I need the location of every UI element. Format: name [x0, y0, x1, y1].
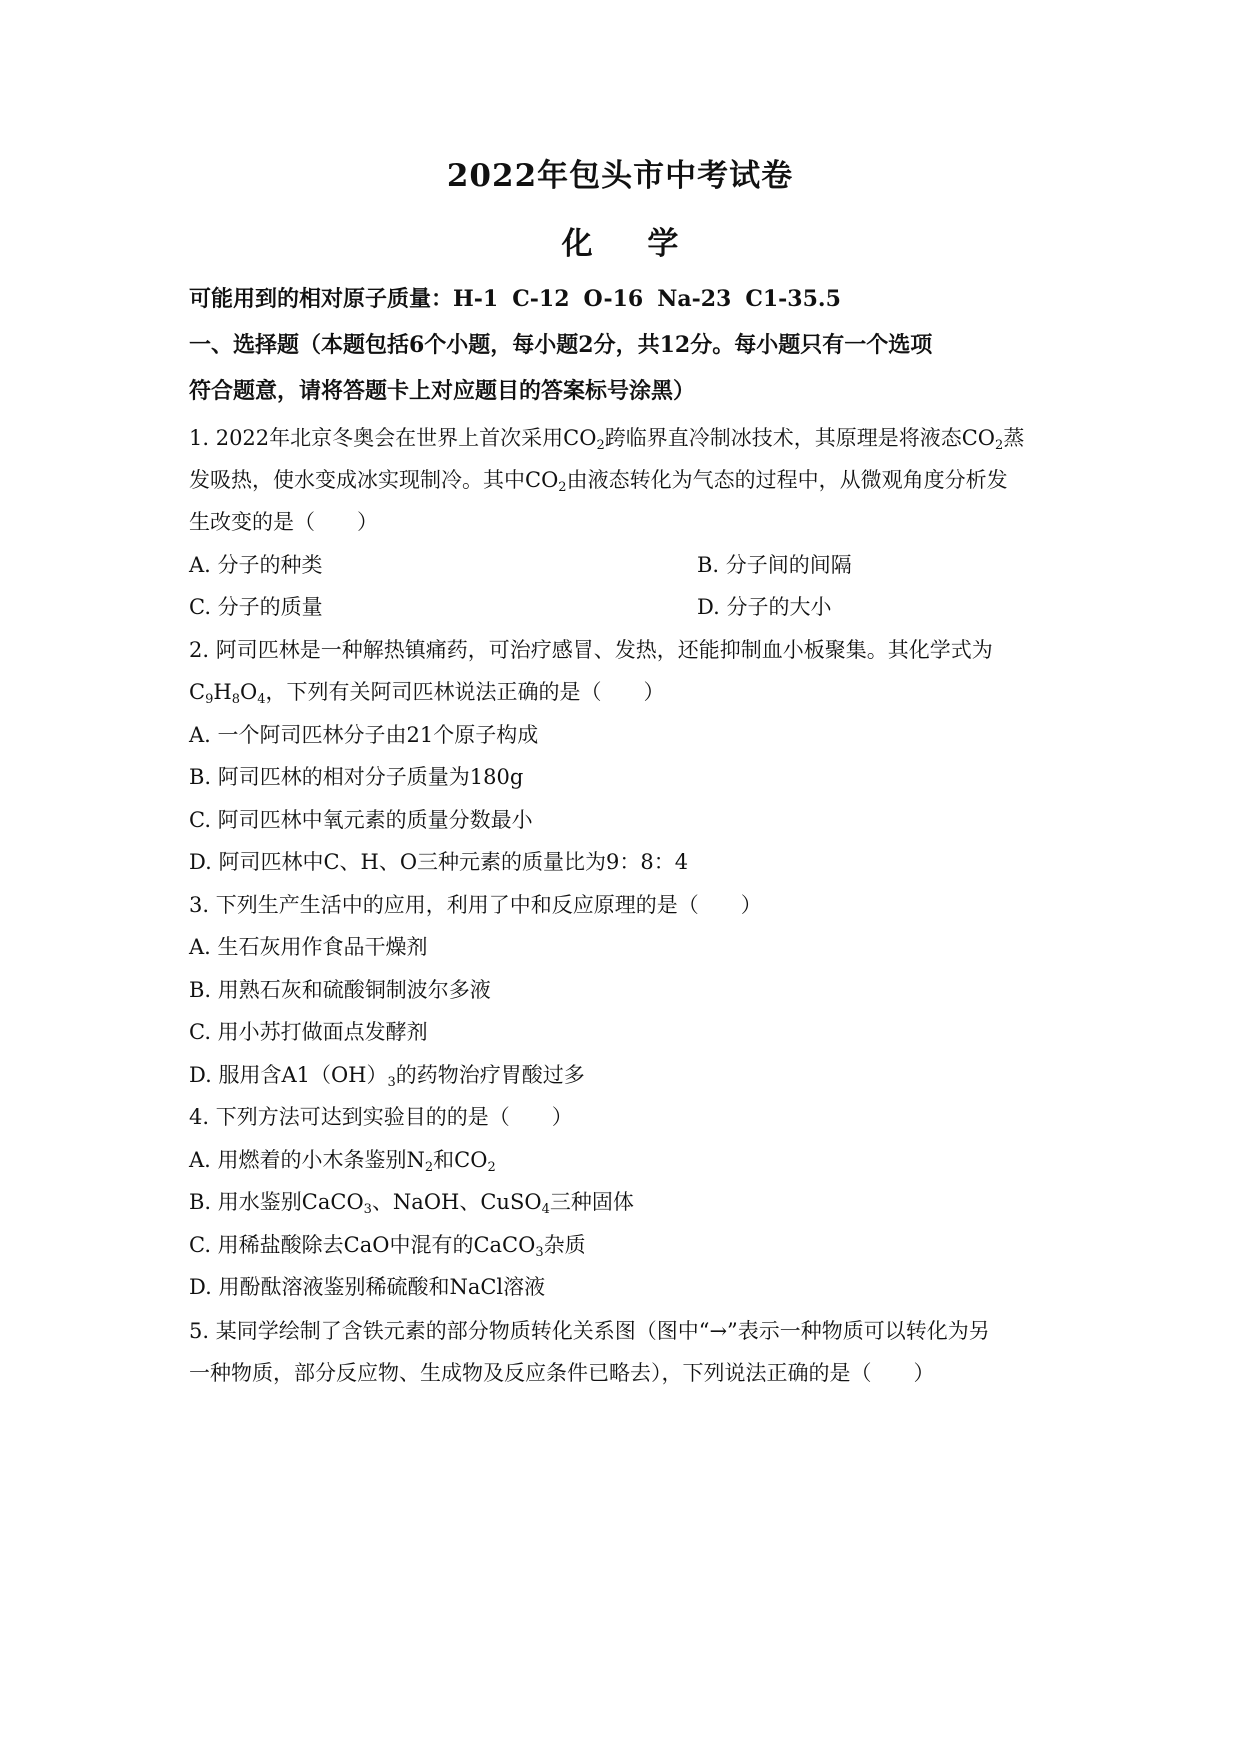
q4-c-sub: 3 [535, 1245, 544, 1260]
q1-sub-c: 2 [558, 480, 567, 495]
q3-d-sub: 3 [387, 1075, 396, 1090]
q2-option-b: B. 阿司匹林的相对分子质量为180g [189, 765, 524, 789]
q4-a-text-a: A. 用燃着的小木条鉴别N [189, 1148, 425, 1172]
q4-a-text-b: 和CO [433, 1148, 488, 1172]
q1-option-b: B. 分子间的间隔 [697, 553, 852, 577]
q3-option-b: B. 用熟石灰和硫酸铜制波尔多液 [189, 978, 491, 1002]
q2-sub-o: 4 [257, 692, 266, 707]
q2-stem-line2 [189, 677, 664, 707]
q4-option-a [189, 1145, 496, 1175]
section-heading-line2: 符合题意，请将答题卡上对应题目的答案标号涂黑） [189, 378, 696, 404]
q2-formula-o: O [239, 680, 258, 704]
q1-sub-a: 2 [596, 438, 605, 453]
q3-d-text-a: D. 服用含A1（OH） [189, 1063, 388, 1087]
q5-stem-line2: 一种物质，部分反应物、生成物及反应条件已略去），下列说法正确的是（ ） [189, 1361, 935, 1385]
q1-option-d: D. 分子的大小 [697, 595, 832, 619]
q1-option-a: A. 分子的种类 [189, 553, 323, 577]
q3-option-c: C. 用小苏打做面点发酵剂 [189, 1020, 428, 1044]
q1-stem-line1 [189, 423, 1024, 453]
q1-stem-line3: 生改变的是（ ） [189, 510, 378, 534]
q2-sub-h: 8 [231, 692, 240, 707]
atomic-mass-h: H-1 [453, 286, 499, 312]
q4-b-text-a: B. 用水鉴别CaCO [189, 1190, 364, 1214]
q2-formula-h: H [213, 680, 232, 704]
section-heading-line1: 一、选择题（本题包括6个小题，每小题2分，共12分。每小题只有一个选项 [189, 332, 933, 358]
q1-option-c: C. 分子的质量 [189, 595, 323, 619]
q1-text-e: 由液态转化为气态的过程中，从微观角度分析发 [566, 468, 1008, 492]
q2-stem-line1: 2. 阿司匹林是一种解热镇痛药，可治疗感冒、发热，还能抑制血小板聚集。其化学式为 [189, 638, 993, 662]
subject-title: 化 学 [561, 226, 701, 262]
q3-option-d [189, 1060, 585, 1090]
q1-text-a: 1. 2022年北京冬奥会在世界上首次采用CO [189, 426, 597, 450]
q2-option-d: D. 阿司匹林中C、H、O三种元素的质量比为9：8：4 [189, 850, 689, 874]
q2-option-a: A. 一个阿司匹林分子由21个原子构成 [189, 723, 539, 747]
atomic-mass-na: Na-23 [657, 286, 732, 312]
q4-b-text-c: 三种固体 [549, 1190, 634, 1214]
q4-option-c [189, 1230, 586, 1260]
q4-stem: 4. 下列方法可达到实验目的的是（ ） [189, 1105, 573, 1129]
q5-stem-line1: 5. 某同学绘制了含铁元素的部分物质转化关系图（图中“→”表示一种物质可以转化为另 [189, 1319, 990, 1343]
exam-title: 2022年包头市中考试卷 [446, 158, 794, 194]
q3-option-a: A. 生石灰用作食品干燥剂 [189, 935, 428, 959]
q1-stem-line2 [189, 465, 1008, 495]
q4-b-sub-b: 4 [541, 1202, 550, 1217]
q1-text-c: 蒸 [1003, 426, 1025, 450]
q4-a-sub-b: 2 [487, 1160, 496, 1175]
atomic-mass-line [189, 284, 855, 314]
q1-text-b: 跨临界直冷制冰技术，其原理是将液态CO [604, 426, 996, 450]
q2-sub-c: 9 [205, 692, 214, 707]
q4-option-d: D. 用酚酞溶液鉴别稀硫酸和NaCl溶液 [189, 1275, 546, 1299]
q2-text: ，下列有关阿司匹林说法正确的是（ ） [265, 680, 665, 704]
q4-option-b [189, 1187, 634, 1217]
q4-b-sub-a: 3 [363, 1202, 372, 1217]
q3-d-text-b: 的药物治疗胃酸过多 [395, 1063, 585, 1087]
q4-c-text-b: 杂质 [543, 1233, 586, 1257]
q3-stem: 3. 下列生产生活中的应用，利用了中和反应原理的是（ ） [189, 893, 762, 917]
q1-sub-b: 2 [995, 438, 1004, 453]
q4-c-text-a: C. 用稀盐酸除去CaO中混有的CaCO [189, 1233, 536, 1257]
q4-a-sub-a: 2 [424, 1160, 434, 1175]
atomic-mass-c: C-12 [512, 286, 570, 312]
atomic-mass-o: O-16 [583, 286, 644, 312]
q2-option-c: C. 阿司匹林中氧元素的质量分数最小 [189, 808, 533, 832]
q2-formula-c: C [189, 680, 206, 704]
q4-b-text-b: 、NaOH、CuSO [371, 1190, 542, 1214]
atomic-mass-label: 可能用到的相对原子质量： [189, 286, 454, 312]
q1-text-d: 发吸热，使水变成冰实现制冷。其中CO [189, 468, 559, 492]
atomic-mass-cl: C1-35.5 [745, 286, 841, 312]
